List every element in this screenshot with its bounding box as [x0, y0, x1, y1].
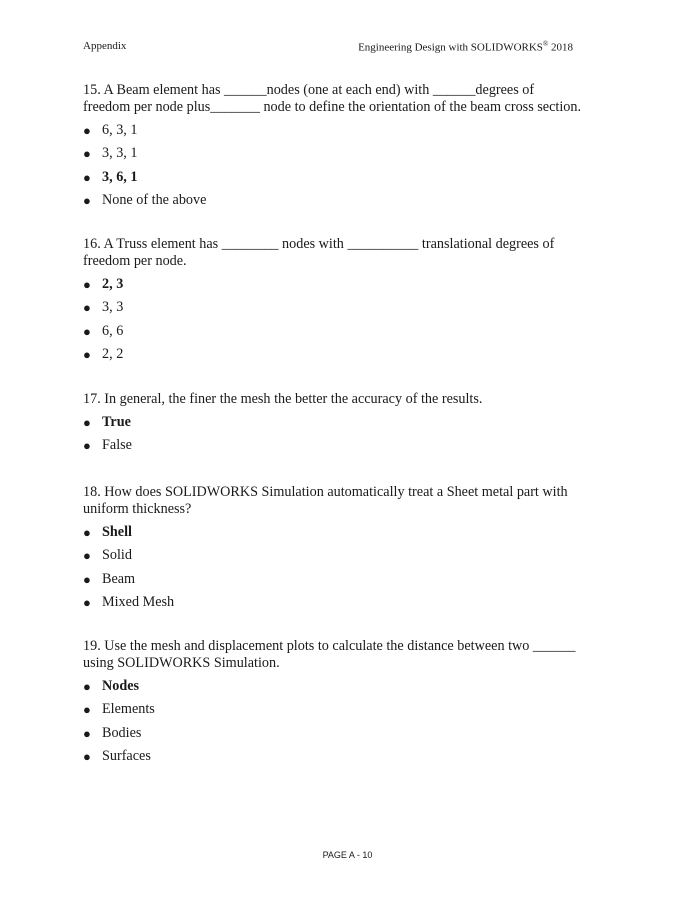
option-label: Surfaces [102, 748, 151, 765]
question-17 [83, 391, 583, 461]
question-15 [83, 82, 583, 216]
bullet-icon: ● [83, 169, 91, 185]
bullet-icon: ● [83, 571, 91, 587]
option-label: Shell [102, 524, 132, 540]
option-label: None of the above [102, 192, 207, 209]
question-text: 19. Use the mesh and displacement plots to calculate the distance between two ______ using SOLIDWORKS Simulation. [83, 638, 576, 671]
bullet-icon: ● [83, 277, 91, 292]
question-text: 18. How does SOLIDWORKS Simulation automatically treat a Sheet metal part with uniform thickness? [83, 484, 568, 517]
bullet-icon: ● [83, 193, 91, 209]
answer-option [83, 594, 583, 617]
answer-option-correct [83, 524, 583, 547]
bullet-icon: ● [83, 146, 91, 162]
answer-option [83, 725, 583, 748]
answer-option [83, 547, 583, 570]
question-16 [83, 236, 583, 370]
answer-option [83, 748, 583, 771]
option-label: True [102, 414, 131, 430]
bullet-icon: ● [83, 702, 91, 718]
bullet-icon: ● [83, 679, 91, 694]
answer-option [83, 346, 583, 369]
option-label: Nodes [102, 678, 140, 694]
option-label: 3, 6, 1 [102, 168, 138, 185]
answer-option-correct [83, 169, 583, 192]
bullet-icon: ● [83, 548, 91, 564]
question-text: 17. In general, the finer the mesh the better the accuracy of the results. [83, 391, 483, 407]
registered-mark: ® [542, 40, 549, 48]
answer-option [83, 571, 583, 594]
header-title-text: Engineering Design with SOLIDWORKS [358, 41, 543, 54]
bullet-icon: ● [83, 415, 91, 430]
answer-options [83, 524, 583, 618]
question-18 [83, 484, 583, 618]
option-label: 6, 3, 1 [102, 122, 138, 138]
bullet-icon: ● [83, 300, 91, 316]
option-label: Beam [102, 570, 136, 587]
answer-option [83, 122, 583, 145]
option-label: 2, 2 [102, 346, 124, 363]
answer-option [83, 192, 583, 215]
answer-option-correct [83, 276, 583, 299]
question-text: 16. A Truss element has ________ nodes with __________ translational degrees of freedom per node. [83, 236, 555, 269]
answer-options [83, 276, 583, 370]
running-header-section: Appendix [83, 40, 127, 52]
answer-option [83, 299, 583, 322]
option-label: 3, 3, 1 [102, 145, 138, 162]
bullet-icon: ● [83, 525, 91, 540]
bullet-icon: ● [83, 323, 91, 339]
option-label: 6, 6 [102, 322, 124, 339]
option-label: 2, 3 [102, 276, 124, 292]
bullet-icon: ● [83, 438, 91, 454]
answer-option [83, 437, 583, 460]
question-text: 15. A Beam element has ______nodes (one at each end) with ______degrees of freedom per node plus_______ node to define the orientation of the beam cross section. [83, 82, 581, 115]
bullet-icon: ● [83, 749, 91, 765]
option-label: Solid [102, 547, 132, 564]
header-year: 2018 [548, 41, 573, 54]
answer-options [83, 678, 583, 772]
answer-options [83, 414, 583, 461]
answer-option [83, 145, 583, 168]
answer-options [83, 122, 583, 216]
question-19 [83, 638, 583, 772]
bullet-icon: ● [83, 725, 91, 741]
bullet-icon: ● [83, 595, 91, 611]
answer-option-correct [83, 678, 583, 701]
option-label: False [102, 437, 132, 454]
option-label: Bodies [102, 724, 142, 741]
answer-option-correct [83, 414, 583, 437]
running-header-title [358, 40, 573, 54]
bullet-icon: ● [83, 347, 91, 363]
option-label: Mixed Mesh [102, 594, 175, 611]
answer-option [83, 323, 583, 346]
answer-option [83, 701, 583, 724]
option-label: Elements [102, 701, 155, 718]
bullet-icon: ● [83, 123, 91, 138]
option-label: 3, 3 [102, 299, 124, 316]
page-number: PAGE A - 10 [322, 850, 373, 860]
